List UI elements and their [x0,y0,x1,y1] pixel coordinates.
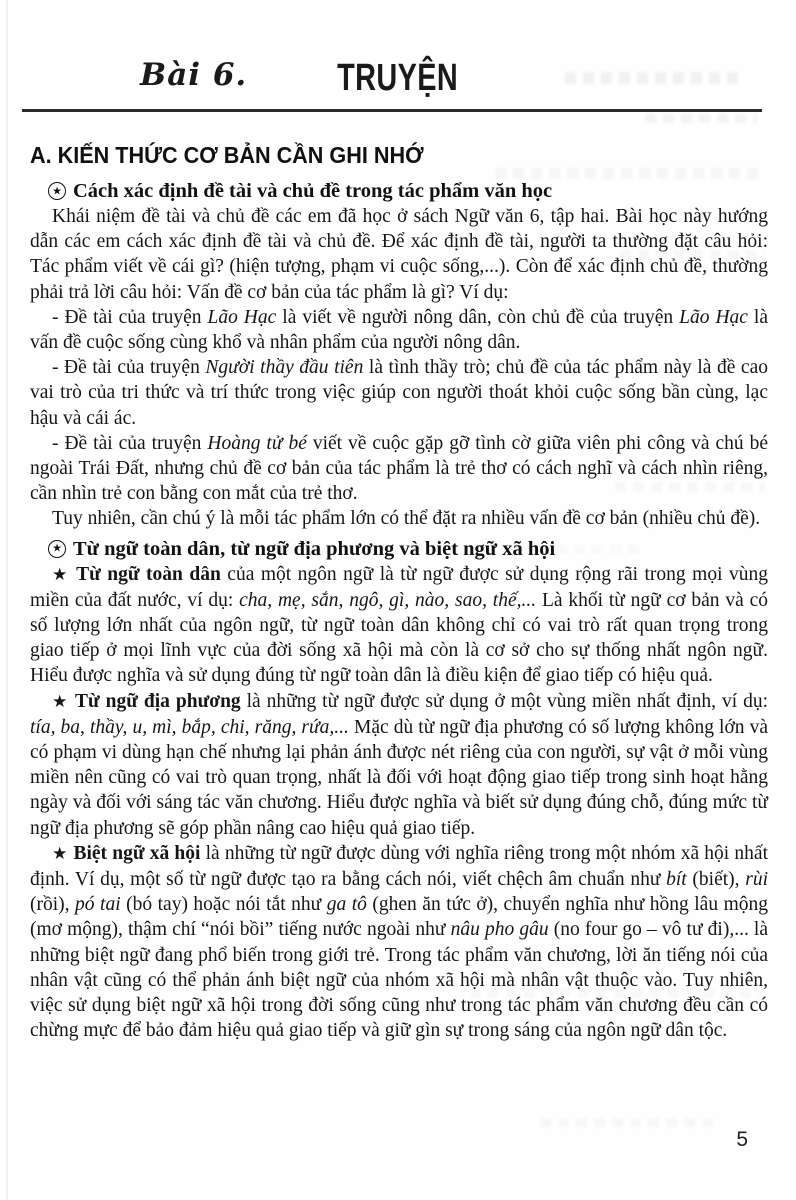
page-number: 5 [736,1128,748,1151]
paragraph-nguoi-thay-dau-tien: - Đề tài của truyện Người thầy đầu tiên là tình thầy trò; chủ đề của tác phẩm này là đề cao vai trò của tri thức và trí thức trong việc giúp con người thoát khỏi cuộc sống bần cùng, lạc hậu và cái ác. [30,357,768,429]
circled-star-icon [48,182,66,200]
circled-star-icon [48,540,66,558]
paragraph-hoang-tu-be: - Đề tài của truyện Hoàng tử bé viết về cuộc gặp gỡ tình cờ giữa viên phi công và chú bé ngoài Trái Đất, nhưng chủ đề cơ bản của tác phẩm là trẻ thơ có cách nghĩ và cách nhìn riêng, cần nhìn trẻ con bằng con mắt của trẻ thơ. [30,432,768,505]
paragraph-lao-hac: - Đề tài của truyện Lão Hạc là viết về người nông dân, còn chủ đề của truyện Lão Hạc là vấn đề cuộc sống cùng khổ và nhân phẩm của người nông dân. [30,306,769,354]
page-title: TRUYỆN [337,57,459,99]
section-a-heading: A. KIẾN THỨC CƠ BẢN CẦN GHI NHỚ [30,142,424,168]
lesson-label: Bài 6. [140,57,248,93]
bleed-through-artifact [540,1118,720,1127]
topic-heading-label: Cách xác định đề tài và chủ đề trong tác phẩm văn học [73,180,553,202]
topic-heading-de-tai-chu-de [48,178,768,204]
topic-heading-tu-ngu [48,536,768,562]
paragraph-tu-ngu-dia-phuong: ★ Từ ngữ địa phương là những từ ngữ được sử dụng ở một vùng miền nhất định, ví dụ: tía, ba, thầy, u, mì, bắp, chi, răng, rứa,... Mặc dù từ ngữ địa phương có số lượng không lớn và có phạm vi dùng hạn chế nhưng lại phản ánh được nét riêng của con người, sự vật ở mỗi vùng miền nên cũng có vai trò quan trọng, nhất là đối với hoạt động giao tiếp trong sinh hoạt hằng ngày và đối với sáng tác văn chương. Hiểu được nghĩa và biết sử dụng đúng chỗ, đúng mức từ ngữ địa phương sẽ góp phần nâng cao hiệu quả giao tiếp. [30,690,769,839]
paragraph-tuy-nhien: Tuy nhiên, cần chú ý là mỗi tác phẩm lớn có thể đặt ra nhiều vấn đề cơ bản (nhiều chủ đề). [52,508,761,530]
paragraph-biet-ngu-xa-hoi: ★ Biệt ngữ xã hội là những từ ngữ được dùng với nghĩa riêng trong một nhóm xã hội nhất định. Ví dụ, một số từ ngữ được tạo ra bằng cách nói, viết chệch âm chuẩn như bít (biết), rùi (rồi), pó tai (bó tay) hoặc nói tắt như ga tô (ghen ăn tức ở), chuyển nghĩa như hồng lâu mộng (mơ mộng), thậm chí “nói bồi” tiếng nước ngoài như nâu pho gâu (no four go – vô tư đi),... là những biệt ngữ đang phổ biến trong giới trẻ. Trong tác phẩm văn chương, lời ăn tiếng nói của nhân vật cũng có thể phản ánh biệt ngữ của nhóm xã hội mà nhân vật thuộc vào. Tuy nhiên, việc sử dụng biệt ngữ xã hội trong đời sống cũng như trong tác phẩm văn chương đều cần có chừng mực để bảo đảm hiệu quả giao tiếp và giữ gìn sự trong sáng của ngôn ngữ dân tộc. [30,842,769,1042]
star-glyph: ★ [52,541,62,555]
star-glyph: ★ [52,184,62,197]
paragraph-khai-niem: Khái niệm đề tài và chủ đề các em đã học ở sách Ngữ văn 6, tập hai. Bài học này hướng dẫn các em cách xác định đề tài và chủ đề. Để xác định đề tài, người ta thường đặt câu hỏi: Tác phẩm viết về cái gì? (hiện tượng, phạm vi cuộc sống,...). Còn để xác định chủ đề, thường phải trả lời câu hỏi: Vấn đề cơ bản của tác phẩm là gì? Ví dụ: [30,206,768,303]
scan-edge-shadow [6,0,8,1200]
paragraph-tu-ngu-toan-dan: ★ Từ ngữ toàn dân của một ngôn ngữ là từ ngữ được sử dụng rộng rãi trong mọi vùng miền của đất nước, ví dụ: cha, mẹ, sắn, ngô, gì, nào, sao, thế,... Là khối từ ngữ cơ bản và có số lượng lớn nhất của ngôn ngữ, từ ngữ toàn dân không chỉ có vai trò rất quan trọng trong giao tiếp ở mọi lĩnh vực của đời sống xã hội mà còn là cơ sở cho sự thống nhất ngôn ngữ. Hiểu được nghĩa và sử dụng đúng từ ngữ toàn dân là điều kiện để giao tiếp có hiệu quả. [30,563,768,687]
text-column [30,0,768,1044]
topic-heading-label: Từ ngữ toàn dân, từ ngữ địa phương và biệt ngữ xã hội [73,537,556,560]
